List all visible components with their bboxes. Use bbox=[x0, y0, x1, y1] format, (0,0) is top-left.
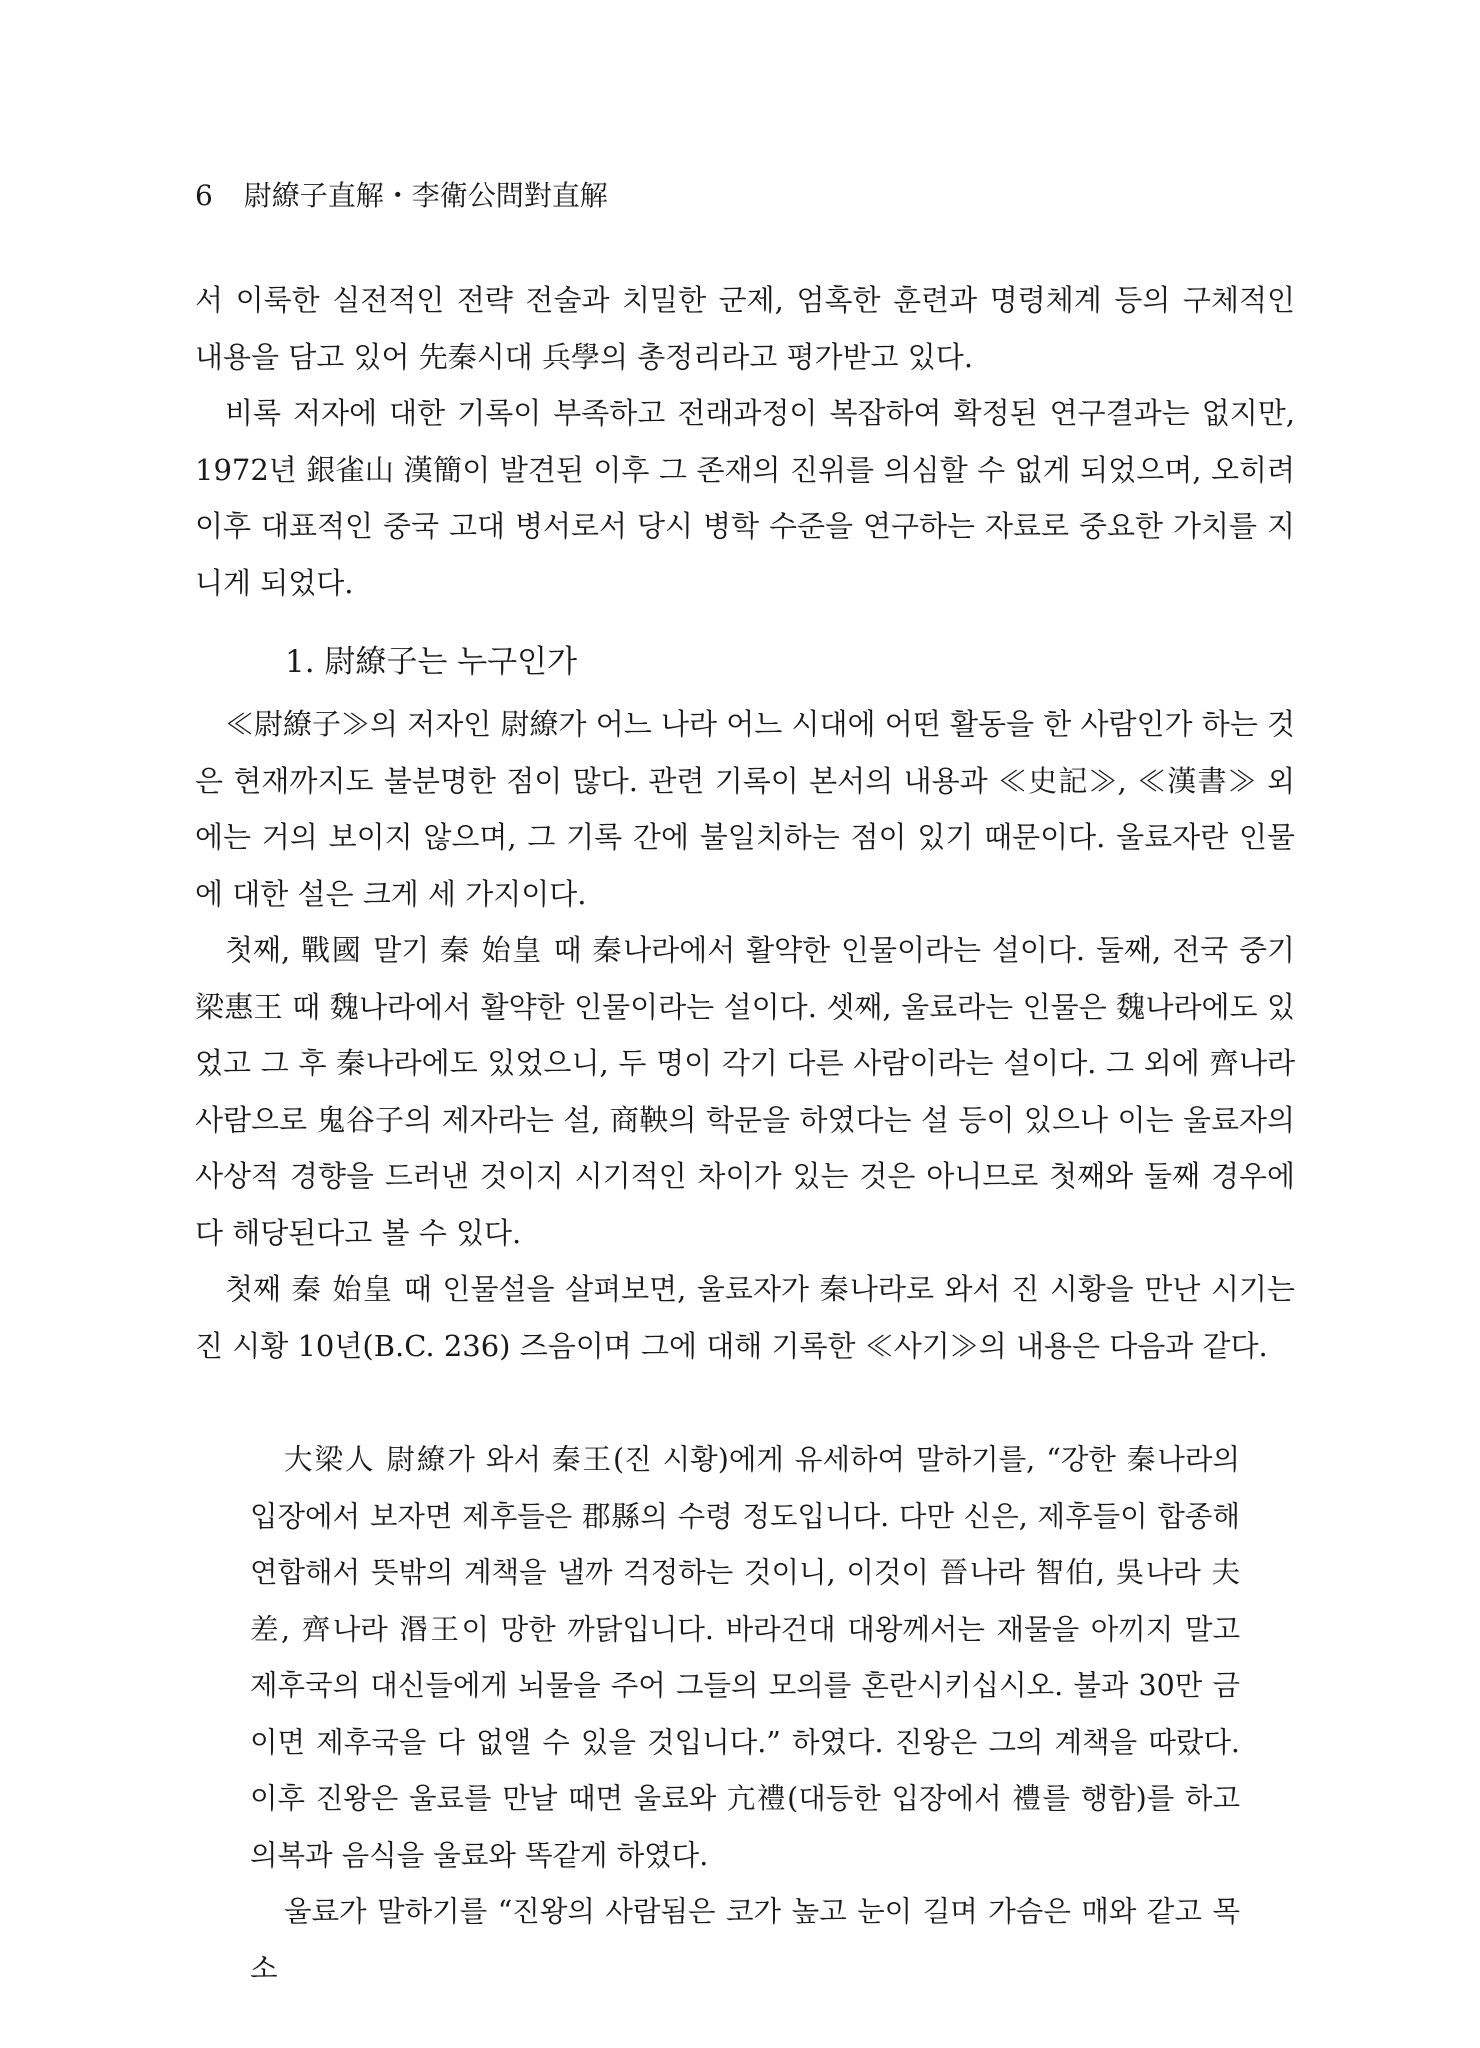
intro-paragraph-2: 비록 저자에 대한 기록이 부족하고 전래과정이 복잡하여 확정된 연구결과는 없지만, 1972년 銀雀山 漢簡이 발견된 이후 그 존재의 진위를 의심할 수 없게 되었으며, 오히려 이후 대표적인 중국 고대 병서로서 당시 병학 수준을 연구하는 자료로 중요한 가치를 지니게 되었다. bbox=[195, 396, 1295, 600]
running-header bbox=[195, 176, 608, 216]
intro-paragraph-1: 서 이룩한 실전적인 전략 전술과 치밀한 군제, 엄혹한 훈련과 명령체계 등의 구체적인 내용을 담고 있어 先秦시대 兵學의 총정리라고 평가받고 있다. bbox=[195, 283, 1295, 374]
section-text bbox=[195, 696, 1295, 1374]
section-paragraph-2: 첫째, 戰國 말기 秦 始皇 때 秦나라에서 활약한 인물이라는 설이다. 둘째, 전국 중기 梁惠王 때 魏나라에서 활약한 인물이라는 설이다. 셋째, 울료라는 인물은 魏나라에도 있었고 그 후 秦나라에도 있었으니, 두 명이 각기 다른 사람이라는 설이다. 그 외에 齊나라 사람으로 鬼谷子의 제자라는 설, 商鞅의 학문을 하였다는 설 등이 있으나 이는 울료자의 사상적 경향을 드러낸 것이지 시기적인 차이가 있는 것은 아니므로 첫째와 둘째 경우에 다 해당된다고 볼 수 있다. bbox=[195, 933, 1295, 1250]
section-heading: 1. 尉繚子는 누구인가 bbox=[285, 644, 578, 680]
section-paragraph-3: 첫째 秦 始皇 때 인물설을 살펴보면, 울료자가 秦나라로 와서 진 시황을 만난 시기는 진 시황 10년(B.C. 236) 즈음이며 그에 대해 기록한 ≪사기≫의 내용은 다음과 같다. bbox=[195, 1272, 1295, 1363]
page-number: 6 bbox=[195, 179, 213, 212]
book-title: 尉繚子直解・李衛公問對直解 bbox=[243, 179, 608, 212]
quote-paragraph-1: 大梁人 尉繚가 와서 秦王(진 시황)에게 유세하여 말하기를, “강한 秦나라의 입장에서 보자면 제후들은 郡縣의 수령 정도입니다. 다만 신은, 제후들이 합종해 연합해서 뜻밖의 계책을 낼까 걱정하는 것이니, 이것이 晉나라 智伯, 吳나라 夫差, 齊나라 湣王이 망한 까닭입니다. 바라건대 대왕께서는 재물을 아끼지 말고 제후국의 대신들에게 뇌물을 주어 그들의 모의를 혼란시키십시오. 불과 30만 금이면 제후국을 다 없앨 수 있을 것입니다.” 하였다. 진왕은 그의 계책을 따랐다. 이후 진왕은 울료를 만날 때면 울료와 亢禮(대등한 입장에서 禮를 행함)를 하고 의복과 음식을 울료와 똑같게 하였다. bbox=[250, 1443, 1240, 1872]
intro-text bbox=[195, 272, 1295, 611]
quote-paragraph-2: 울료가 말하기를 “진왕의 사람됨은 코가 높고 눈이 길며 가슴은 매와 같고 목소 bbox=[250, 1895, 1240, 1985]
section-paragraph-1: ≪尉繚子≫의 저자인 尉繚가 어느 나라 어느 시대에 어떤 활동을 한 사람인가 하는 것은 현재까지도 불분명한 점이 많다. 관련 기록이 본서의 내용과 ≪史記≫, ≪漢書≫ 외에는 거의 보이지 않으며, 그 기록 간에 불일치하는 점이 있기 때문이다. 울료자란 인물에 대한 설은 크게 세 가지이다. bbox=[195, 707, 1295, 911]
block-quote bbox=[250, 1432, 1240, 1997]
